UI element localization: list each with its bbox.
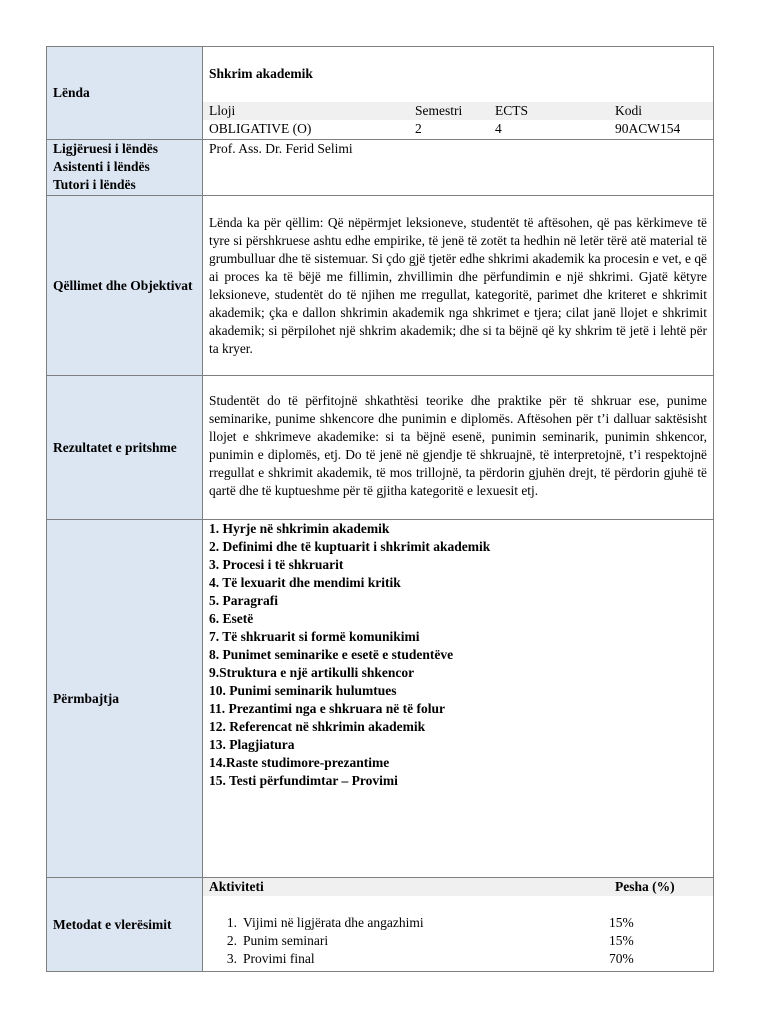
topic-item: 15. Testi përfundimtar – Provimi xyxy=(209,773,398,788)
assessment-item xyxy=(203,932,713,950)
topic-item: 9.Struktura e një artikulli shkencor xyxy=(209,665,415,680)
item-weight: 15% xyxy=(609,915,634,930)
course-title: Shkrim akademik xyxy=(209,66,313,81)
course-row xyxy=(47,47,713,139)
content-row xyxy=(47,519,713,877)
item-number: 3. xyxy=(226,951,237,966)
ects-value: 4 xyxy=(495,121,502,136)
course-info-headers xyxy=(203,102,713,120)
tutor-label: Tutori i lëndës xyxy=(53,177,136,192)
semester-value: 2 xyxy=(415,121,422,136)
item-number: 1. xyxy=(226,915,237,930)
objectives-label: Qëllimet dhe Objektivat xyxy=(47,196,203,375)
code-header: Kodi xyxy=(615,103,642,118)
objectives-row xyxy=(47,195,713,375)
topic-item: 11. Prezantimi nga e shkruara në të folur xyxy=(209,701,445,716)
assessment-row xyxy=(47,877,713,971)
outcomes-row xyxy=(47,375,713,519)
outcomes-label: Rezultatet e pritshme xyxy=(47,376,203,519)
item-activity: Vijimi në ligjërata dhe angazhimi xyxy=(243,915,424,930)
lecturer-label: Ligjëruesi i lëndës xyxy=(53,141,158,156)
assessment-item xyxy=(203,914,713,932)
assessment-header xyxy=(203,878,713,896)
objectives-text: Lënda ka për qëllim: Që nëpërmjet leksioneve, studentët të aftësohen, që pas kërkimeve të tyre si përshkruese ashtu edhe empirike, të jenë të zotët ta hedhin në letër tërë atë material të grumbulluar dhe të sistemuar. Si çdo gjë tjetër edhe shkrimi akademik ka procesin e vet, e që ai proces ka të bëjë me fillimin, zhvillimin dhe përfundimin e një shkrimi. Gjatë këtyre leksioneve, studentët do të njihen me rregullat, kategoritë, parimet dhe kriteret e shkrimit akademik; çka e dallon shkrimin akademik nga shkrimet e tjera; cilat janë llojet e shkrimit akademik; si përpilohet një shkrim akademik; dhe si ta bëjnë që ky shkrim të jetë i lehtë për ta kryer. xyxy=(209,215,707,356)
item-weight: 15% xyxy=(609,933,634,948)
topic-item: 3. Procesi i të shkruarit xyxy=(209,557,344,572)
type-value: OBLIGATIVE (O) xyxy=(209,121,312,136)
type-header: Lloji xyxy=(209,103,236,118)
staff-label xyxy=(47,140,203,195)
item-activity: Provimi final xyxy=(243,951,315,966)
item-number: 2. xyxy=(226,933,237,948)
semester-header: Semestri xyxy=(415,103,463,118)
topic-item: 5. Paragrafi xyxy=(209,593,278,608)
topic-item: 2. Definimi dhe të kuptuarit i shkrimit akademik xyxy=(209,539,491,554)
weight-header: Pesha (%) xyxy=(615,879,675,894)
topic-item: 8. Punimet seminarike e esetë e studentëve xyxy=(209,647,454,662)
topic-item: 14.Raste studimore-prezantime xyxy=(209,755,390,770)
topics-list xyxy=(203,520,713,877)
activity-header: Aktiviteti xyxy=(209,879,264,894)
item-activity: Punim seminari xyxy=(243,933,329,948)
assistant-label: Asistenti i lëndës xyxy=(53,159,150,174)
content-label: Përmbajtja xyxy=(47,520,203,877)
staff-value: Prof. Ass. Dr. Ferid Selimi xyxy=(209,141,353,156)
topic-item: 12. Referencat në shkrimin akademik xyxy=(209,719,426,734)
ects-header: ECTS xyxy=(495,103,529,118)
code-value: 90ACW154 xyxy=(615,121,681,136)
staff-row xyxy=(47,139,713,195)
topic-item: 7. Të shkruarit si formë komunikimi xyxy=(209,629,420,644)
outcomes-text: Studentët do të përfitojnë shkathtësi teorike dhe praktike për të shkruar ese, punime seminarike, punime shkencore dhe punimin e diplomës. Aftësohen për t’i dalluar saktësisht llojet e shkrimeve akademike: si ta bëjnë esenë, punimin seminarik, punimin shkencor, punimin e diplomës, etj. Do të jenë në gjendje të shkruajnë, të interpretojnë, t’i respektojnë rregullat e shkrimit akademik, të mos trillojnë, ta përdorin gjuhën drejt, të përdorin gjuhë të qartë dhe të kuptueshme për të gjitha kategoritë e lexuesit etj. xyxy=(209,393,707,498)
topic-item: 6. Esetë xyxy=(209,611,254,626)
course-label: Lënda xyxy=(47,47,203,139)
course-info-values xyxy=(203,120,713,138)
course-syllabus-table xyxy=(46,46,714,972)
topic-item: 10. Punimi seminarik hulumtues xyxy=(209,683,397,698)
topic-item: 4. Të lexuarit dhe mendimi kritik xyxy=(209,575,401,590)
topic-item: 13. Plagjiatura xyxy=(209,737,295,752)
assessment-label: Metodat e vlerësimit xyxy=(47,878,203,971)
item-weight: 70% xyxy=(609,951,634,966)
assessment-item xyxy=(203,950,713,968)
topic-item: 1. Hyrje në shkrimin akademik xyxy=(209,521,390,536)
